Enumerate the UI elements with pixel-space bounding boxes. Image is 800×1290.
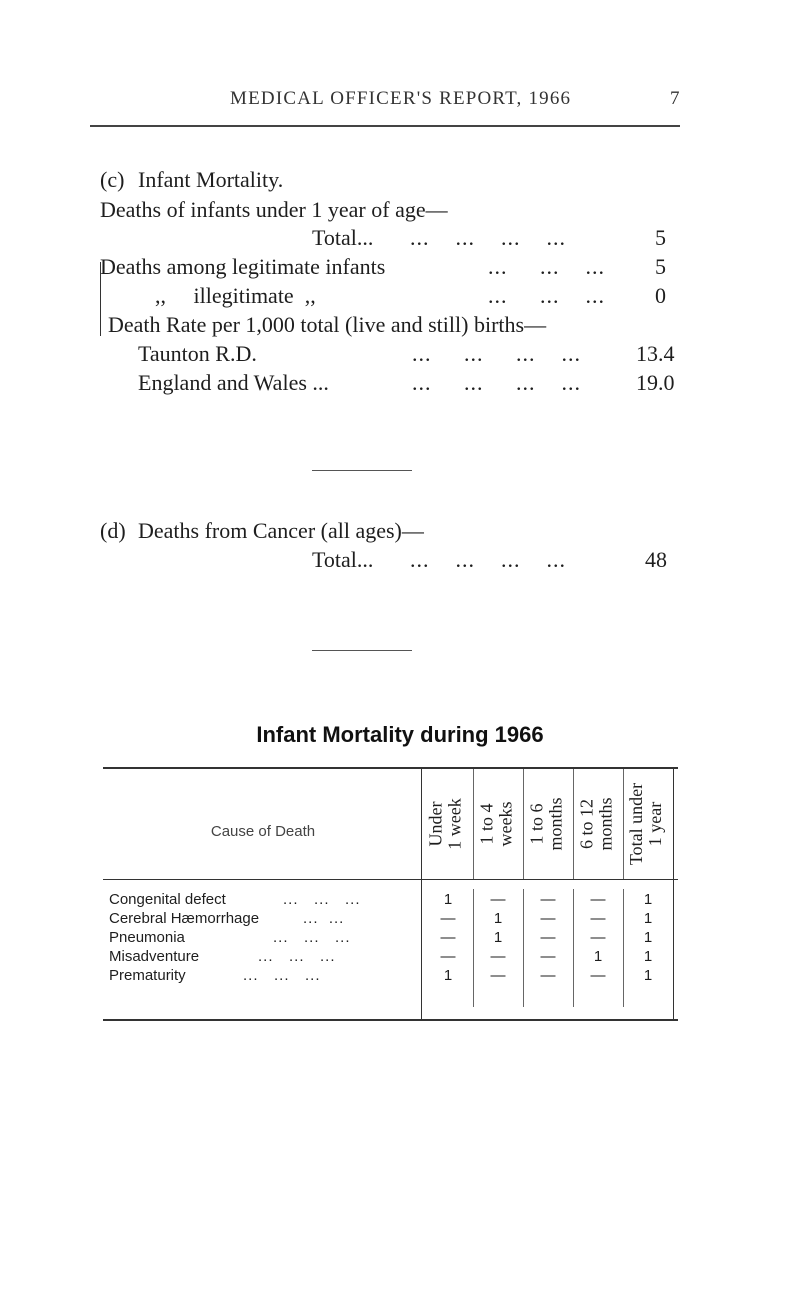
value-cell: — xyxy=(590,967,606,984)
running-header: MEDICAL OFFICER'S REPORT, 1966 xyxy=(230,88,572,109)
leader-dots: ... ... ... ... xyxy=(412,341,581,366)
value-cell: — xyxy=(440,948,456,965)
value-cell: 1 xyxy=(643,910,653,927)
column-divider xyxy=(473,769,474,879)
section-c-heading: Infant Mortality. xyxy=(138,167,284,192)
cause-column-header: Cause of Death xyxy=(210,823,316,840)
column-header-6-to-12-months: 6 to 12 months xyxy=(576,797,616,851)
column-divider xyxy=(623,769,624,879)
table-row xyxy=(103,910,678,929)
leader-dots: ... ... ... xyxy=(488,283,605,308)
legitimate-label: Deaths among legitimate infants xyxy=(100,254,386,279)
cancer-total-label: Total... xyxy=(312,547,374,572)
leader-dots: ... ... xyxy=(303,910,345,927)
table-row xyxy=(103,948,678,967)
taunton-value: 13.4 xyxy=(636,341,675,366)
leader-dots: ... ... ... ... xyxy=(412,370,581,395)
value-cell: — xyxy=(590,891,606,908)
value-cell: — xyxy=(440,910,456,927)
value-cell: 1 xyxy=(493,910,503,927)
section-d-label: (d) xyxy=(100,518,126,543)
value-cell: 1 xyxy=(593,948,603,965)
cancer-total-value: 48 xyxy=(645,547,667,572)
cause-cell: Pneumonia xyxy=(109,929,185,946)
leader-dots: ... ... ... xyxy=(283,891,361,908)
header-separator xyxy=(103,879,678,880)
value-cell: — xyxy=(490,948,506,965)
value-cell: — xyxy=(540,948,556,965)
leader-dots: ... ... ... xyxy=(258,948,336,965)
leader-dots: ... ... ... ... xyxy=(410,547,566,572)
leader-dots: ... ... ... ... xyxy=(410,225,566,250)
england-value: 19.0 xyxy=(636,370,675,395)
column-header-1-to-6-months: 1 to 6 months xyxy=(526,797,566,851)
illegitimate-value: 0 xyxy=(655,283,666,308)
column-header-1-to-4-weeks: 1 to 4 weeks xyxy=(475,801,515,847)
value-cell: — xyxy=(540,891,556,908)
england-label: England and Wales ... xyxy=(138,370,329,395)
leader-dots: ... ... ... xyxy=(488,254,605,279)
value-cell: — xyxy=(440,929,456,946)
section-c-label: (c) xyxy=(100,167,125,192)
value-cell: 1 xyxy=(493,929,503,946)
infant-mortality-table xyxy=(103,767,678,1021)
leader-dots: ... ... ... xyxy=(243,967,321,984)
value-cell: 1 xyxy=(643,891,653,908)
table-row xyxy=(103,967,678,986)
value-cell: — xyxy=(590,929,606,946)
column-header-total-under-1-year: Total under 1 year xyxy=(626,782,665,866)
column-divider xyxy=(523,769,524,879)
value-cell: — xyxy=(540,967,556,984)
table-row xyxy=(103,929,678,948)
leader-dots: ... ... ... xyxy=(273,929,351,946)
value-cell: — xyxy=(540,910,556,927)
table-title: Infant Mortality during 1966 xyxy=(256,722,544,747)
infant-total-value: 5 xyxy=(655,225,666,250)
value-cell: 1 xyxy=(643,967,653,984)
page-number: 7 xyxy=(670,88,680,109)
cause-cell: Congenital defect xyxy=(109,891,226,908)
cause-cell: Prematurity xyxy=(109,967,186,984)
section-d-heading: Deaths from Cancer (all ages)— xyxy=(138,518,424,543)
death-rate-label: Death Rate per 1,000 total (live and still) births— xyxy=(108,312,547,337)
illegitimate-label: ,, illegitimate ,, xyxy=(155,283,316,308)
value-cell: 1 xyxy=(643,929,653,946)
section-divider xyxy=(312,650,412,651)
cause-cell: Cerebral Hæmorrhage xyxy=(109,910,260,927)
taunton-label: Taunton R.D. xyxy=(138,341,257,366)
column-divider xyxy=(573,769,574,879)
column-header-under-1-week: Under 1 week xyxy=(426,798,466,850)
value-cell: — xyxy=(490,967,506,984)
header-rule xyxy=(90,125,680,127)
value-cell: 1 xyxy=(643,948,653,965)
value-cell: 1 xyxy=(443,967,453,984)
legitimate-value: 5 xyxy=(655,254,666,279)
table-row xyxy=(103,891,678,910)
value-cell: — xyxy=(590,910,606,927)
value-cell: — xyxy=(540,929,556,946)
value-cell: — xyxy=(490,891,506,908)
value-cell: 1 xyxy=(443,891,453,908)
section-divider xyxy=(312,470,412,471)
infant-deaths-intro: Deaths of infants under 1 year of age— xyxy=(100,197,448,222)
cause-cell: Misadventure xyxy=(109,948,200,965)
infant-total-label: Total... xyxy=(312,225,374,250)
